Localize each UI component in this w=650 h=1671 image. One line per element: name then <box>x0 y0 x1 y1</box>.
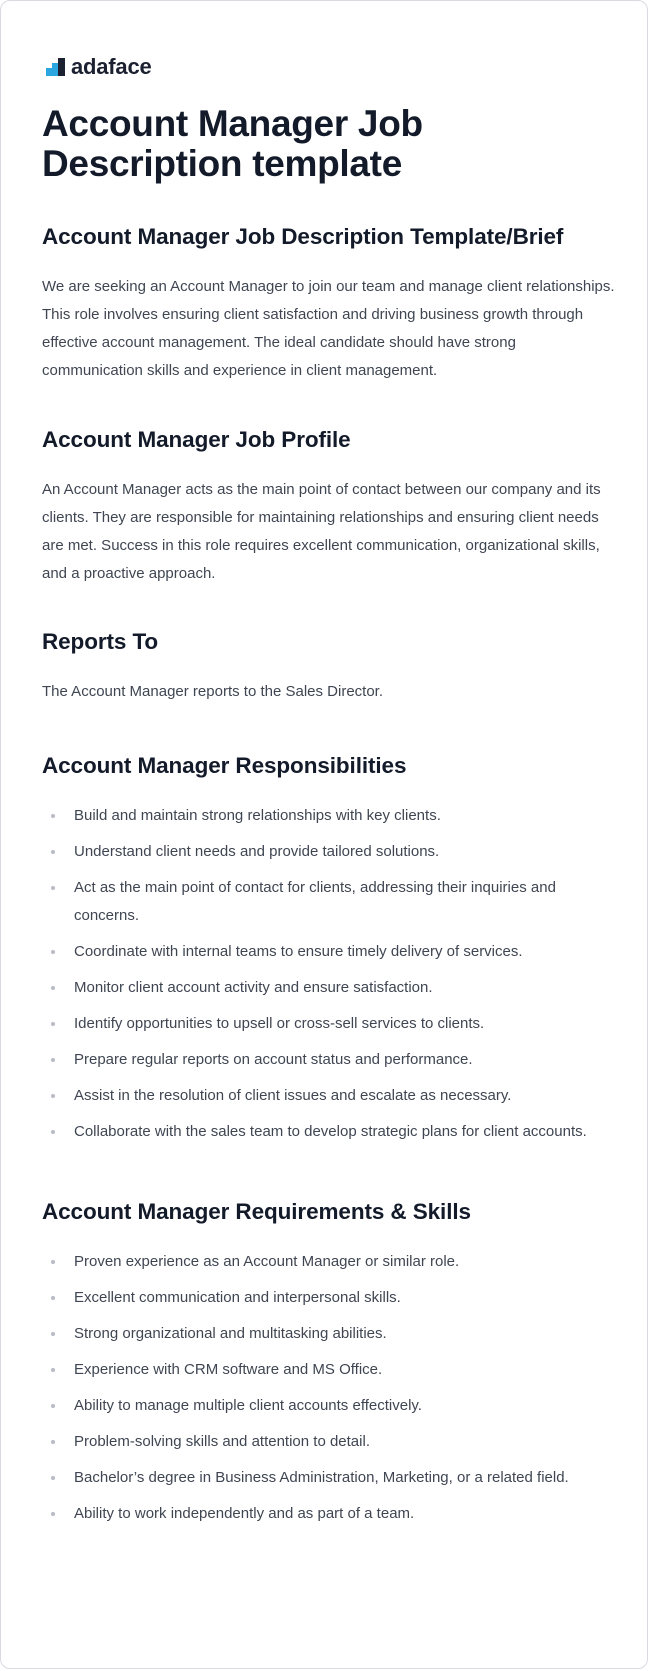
section-body-job-profile: An Account Manager acts as the main point of contact between our company and its clients. They are responsible for maintaining relationships and ensuring client needs are met. Success in this role requires excellent communication, organizational skills, and a proactive approach. <box>42 481 601 582</box>
section-heading-requirements: Account Manager Requirements & Skills <box>42 1199 471 1224</box>
bullet-icon <box>51 1094 55 1098</box>
list-item <box>42 802 612 830</box>
bullet-icon <box>51 1022 55 1026</box>
bullet-icon <box>51 1332 55 1336</box>
list-item-text: Monitor client account activity and ensure satisfaction. <box>74 979 433 996</box>
list-item <box>42 1118 612 1146</box>
section-body-brief: We are seeking an Account Manager to join our team and manage client relationships. This role involves ensuring client satisfaction and driving business growth through effective account management. The ideal candidate should have strong communication skills and experience in client management. <box>42 278 615 379</box>
list-item-text: Collaborate with the sales team to develop strategic plans for client accounts. <box>74 1123 587 1140</box>
bullet-icon <box>51 1260 55 1264</box>
bullet-icon <box>51 950 55 954</box>
bullet-icon <box>51 1296 55 1300</box>
bullet-icon <box>51 886 55 890</box>
list-item <box>42 1464 612 1492</box>
list-item-text: Identify opportunities to upsell or cross-sell services to clients. <box>74 1015 485 1032</box>
list-item-text: Experience with CRM software and MS Office. <box>74 1361 383 1378</box>
bullet-icon <box>51 1512 55 1516</box>
bullet-icon <box>51 1058 55 1062</box>
list-item-text: Build and maintain strong relationships with key clients. <box>74 807 441 824</box>
list-item <box>42 1500 612 1528</box>
page-title: Account Manager Job Description template <box>42 103 423 184</box>
list-item <box>42 1320 612 1348</box>
responsibilities-list <box>42 802 612 1154</box>
bullet-icon <box>51 1476 55 1480</box>
list-item-text: Coordinate with internal teams to ensure timely delivery of services. <box>74 943 523 960</box>
list-item-text: Act as the main point of contact for clients, addressing their inquiries and concerns. <box>74 879 556 924</box>
bullet-icon <box>51 1130 55 1134</box>
list-item <box>42 874 612 930</box>
brand-name: adaface <box>71 54 152 79</box>
list-item-text: Ability to work independently and as part of a team. <box>74 1505 415 1522</box>
bullet-icon <box>51 986 55 990</box>
section-heading-brief: Account Manager Job Description Template/Brief <box>42 224 564 249</box>
list-item-text: Assist in the resolution of client issues and escalate as necessary. <box>74 1087 512 1104</box>
brand-logo[interactable] <box>46 54 152 80</box>
list-item <box>42 1010 612 1038</box>
list-item <box>42 1082 612 1110</box>
bullet-icon <box>51 1368 55 1372</box>
bullet-icon <box>51 1440 55 1444</box>
requirements-list <box>42 1248 612 1536</box>
list-item <box>42 1392 612 1420</box>
list-item-text: Strong organizational and multitasking abilities. <box>74 1325 387 1342</box>
list-item-text: Prepare regular reports on account status and performance. <box>74 1051 473 1068</box>
list-item <box>42 1284 612 1312</box>
list-item <box>42 1356 612 1384</box>
list-item-text: Proven experience as an Account Manager or similar role. <box>74 1253 460 1270</box>
list-item-text: Excellent communication and interpersonal skills. <box>74 1289 401 1306</box>
list-item-text: Problem-solving skills and attention to detail. <box>74 1433 370 1450</box>
list-item <box>42 974 612 1002</box>
bullet-icon <box>51 1404 55 1408</box>
list-item <box>42 838 612 866</box>
section-heading-responsibilities: Account Manager Responsibilities <box>42 753 407 778</box>
bullet-icon <box>51 814 55 818</box>
section-heading-job-profile: Account Manager Job Profile <box>42 427 351 452</box>
list-item <box>42 1046 612 1074</box>
section-heading-reports-to: Reports To <box>42 629 159 654</box>
section-body-reports-to: The Account Manager reports to the Sales Director. <box>42 683 384 700</box>
list-item <box>42 1428 612 1456</box>
adaface-bars-logo-icon <box>46 58 65 76</box>
list-item-text: Ability to manage multiple client accounts effectively. <box>74 1397 422 1414</box>
list-item-text: Bachelor’s degree in Business Administration, Marketing, or a related field. <box>74 1469 569 1486</box>
list-item-text: Understand client needs and provide tailored solutions. <box>74 843 440 860</box>
list-item <box>42 1248 612 1276</box>
bullet-icon <box>51 850 55 854</box>
list-item <box>42 938 612 966</box>
